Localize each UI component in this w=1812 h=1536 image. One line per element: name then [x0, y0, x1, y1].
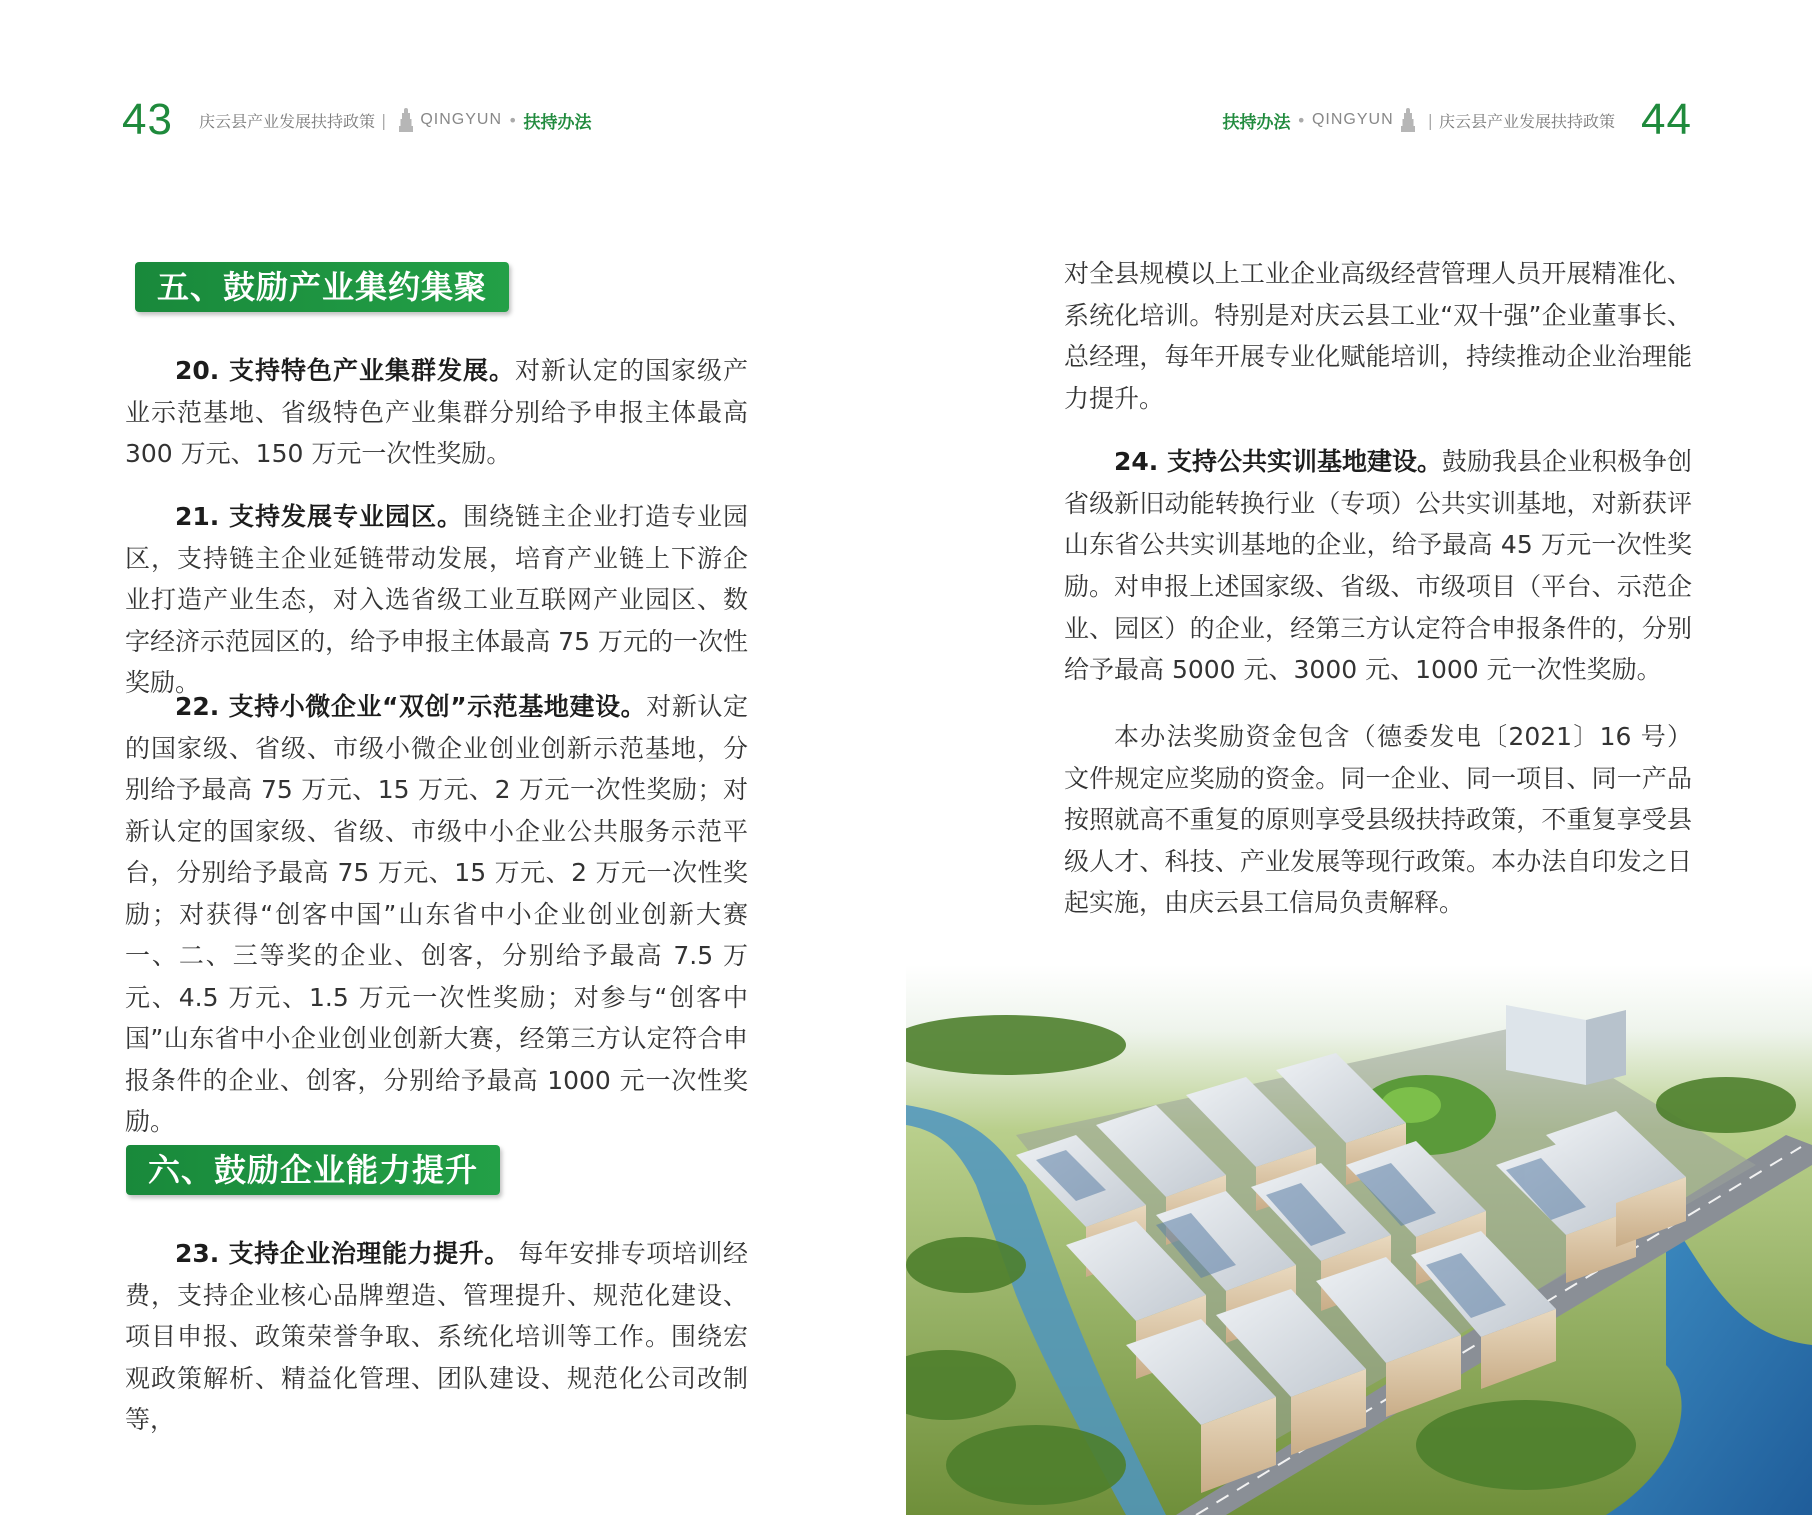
item-22-paragraph	[125, 686, 748, 1143]
item-21-paragraph	[125, 496, 748, 704]
pagoda-logo-icon	[1401, 108, 1415, 132]
right-page-header	[1223, 95, 1692, 145]
page-number: 44	[1641, 95, 1692, 144]
left-page-header	[122, 95, 591, 145]
pagoda-logo-icon	[399, 108, 413, 132]
page-number: 43	[122, 95, 173, 144]
item-20-title: 20. 支持特色产业集群发展。	[175, 356, 515, 385]
item-22-title: 22. 支持小微企业“双创”示范基地建设。	[175, 692, 647, 721]
item-21-title: 21. 支持发展专业园区。	[175, 502, 463, 531]
item-24-title: 24. 支持公共实训基地建设。	[1114, 447, 1442, 476]
header-section-label: 扶持办法	[523, 112, 592, 133]
industrial-park-aerial-image	[906, 965, 1812, 1515]
item-22-body: 对新认定的国家级、省级、市级小微企业创业创新示范基地，分别给予最高 75 万元、15 万元、2 万元一次性奖励；对新认定的国家级、省级、市级中小企业公共服务示范平台，分别给予最高 75 万元、15 万元、2 万元一次性奖励；对获得“创客中国”山东省中小企业创业创新大赛一、二、三等奖的企业、创客，分别给予最高 7.5 万元、4.5 万元、1.5 万元一次性奖励；对参与“创客中国”山东省中小企业创业创新大赛，经第三方认定符合申报条件的企业、创客，分别给予最高 1000 元一次性奖励。	[125, 692, 748, 1136]
item-20-paragraph	[125, 350, 748, 475]
item-20-body: 对新认定的国家级产业示范基地、省级特色产业集群分别给予申报主体最高300 万元、150 万元一次性奖励。	[125, 356, 748, 468]
item-23-paragraph	[125, 1233, 748, 1441]
section-5-heading: 五、鼓励产业集约集聚	[135, 262, 509, 312]
header-separator: |	[380, 110, 387, 130]
item-23-body: 每年安排专项培训经费，支持企业核心品牌塑造、管理提升、规范化建设、项目申报、政策荣誉争取、系统化培训等工作。围绕宏观政策解析、精益化管理、团队建设、规范化公司改制等，	[125, 1239, 749, 1434]
header-separator: |	[1427, 110, 1434, 130]
header-dot: •	[1296, 110, 1306, 130]
item-24-body: 鼓励我县企业积极争创省级新旧动能转换行业（专项）公共实训基地，对新获评山东省公共实训基地的企业，给予最高 45 万元一次性奖励。	[1064, 447, 1693, 601]
header-dot: •	[508, 110, 518, 130]
item-21-body: 围绕链主企业打造专业园区，支持链主企业延链带动发展，培育产业链上下游企业打造产业生态，对入选省级工业互联网产业园区、数字经济示范园区的，给予申报主体最高 75 万元的一次性奖励。	[125, 502, 748, 697]
section-6-heading: 六、鼓励企业能力提升	[126, 1145, 500, 1195]
header-section-label: 扶持办法	[1222, 112, 1291, 133]
brand-name: QINGYUN	[420, 111, 503, 128]
item-23-title: 23. 支持企业治理能力提升。	[175, 1239, 510, 1268]
declaration-paragraph: 对申报上述国家级、省级、市级项目（平台、示范企业、园区）的企业，经第三方认定符合申报条件的，分别给予最高 5000 元、3000 元、1000 元一次性奖励。	[1064, 572, 1692, 684]
final-paragraph: 本办法奖励资金包含（德委发电〔2021〕16 号）文件规定应奖励的资金。同一企业、同一项目、同一产品按照就高不重复的原则享受县级扶持政策，不重复享受县级人才、科技、产业发展等现行政策。本办法自印发之日起实施，由庆云县工信局负责解释。	[1064, 722, 1692, 917]
header-title: 庆云县产业发展扶持政策	[1439, 111, 1616, 131]
continued-paragraph: 对全县规模以上工业企业高级经营管理人员开展精准化、系统化培训。特别是对庆云县工业“双十强”企业董事长、总经理，每年开展专业化赋能培训，持续推动企业治理能力提升。	[1064, 259, 1692, 413]
brand-name: QINGYUN	[1311, 111, 1394, 128]
header-title: 庆云县产业发展扶持政策	[198, 111, 375, 131]
